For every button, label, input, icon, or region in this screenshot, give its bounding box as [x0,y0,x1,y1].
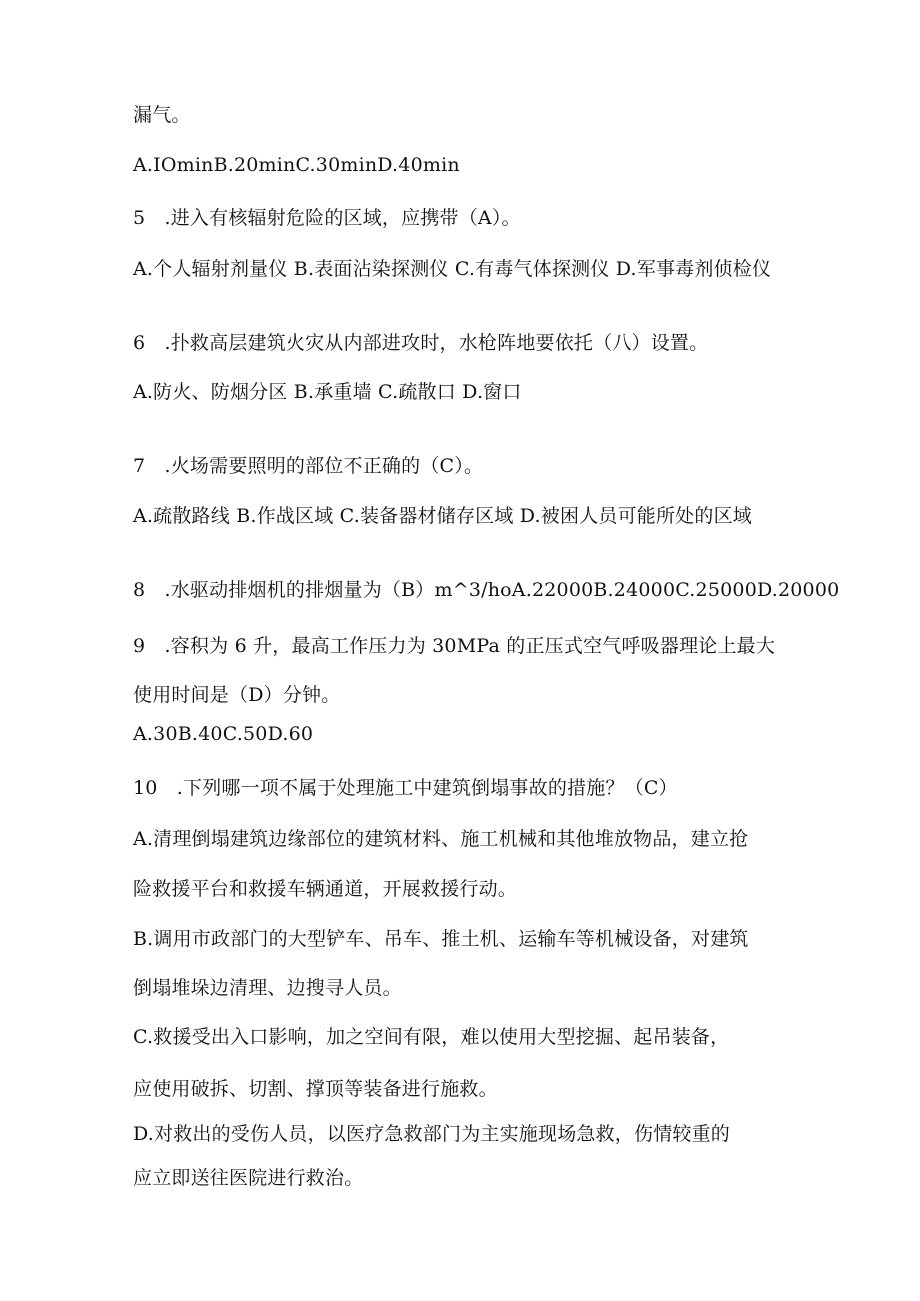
question-6: 6 .扑救高层建筑火灾从内部进攻时，水枪阵地要依托（八）设置。 [133,332,709,354]
option-d: D.对救出的受伤人员，以医疗急救部门为主实施现场急救，伤情较重的 [133,1123,730,1145]
option-b: B.调用市政部门的大型铲车、吊车、推土机、运输车等机械设备，对建筑 [133,928,749,950]
option-b-continued: 倒塌堆垛边清理、边搜寻人员。 [133,977,402,999]
option-c: C.救援受出入口影响，加之空间有限，难以使用大型挖掘、起吊装备， [133,1026,730,1048]
answer-options: A.30B.40C.50D.60 [133,723,314,745]
answer-options: A.防火、防烟分区 B.承重墙 C.疏散口 D.窗口 [133,381,522,403]
question-10: 10 .下列哪一项不属于处理施工中建筑倒塌事故的措施？（C） [133,777,678,799]
answer-options: A.疏散路线 B.作战区域 C.装备器材储存区域 D.被困人员可能所处的区域 [133,505,752,527]
answer-options: A.个人辐射剂量仪 B.表面沾染探测仪 C.有毒气体探测仪 D.军事毒剂侦检仪 [133,258,772,280]
question-5: 5 .进入有核辐射危险的区域，应携带（A）。 [133,207,521,229]
question-8: 8 .水驱动排烟机的排烟量为（B）m^3∕hoA.22000B.24000C.25000D.20000 [133,579,840,601]
option-a-continued: 险救援平台和救援车辆通道，开展救援行动。 [133,878,518,900]
question-7: 7 .火场需要照明的部位不正确的（C）。 [133,455,484,477]
option-d-continued: 应立即送往医院进行救治。 [133,1167,364,1189]
question-9-continued: 使用时间是（D）分钟。 [133,684,341,706]
answer-options: A.IOminB.20minC.30minD.40min [133,154,460,176]
question-9: 9 .容积为 6 升，最高工作压力为 30MPa 的正压式空气呼吸器理论上最大 [133,635,776,657]
option-a: A.清理倒塌建筑边缘部位的建筑材料、施工机械和其他堆放物品，建立抢 [133,828,749,850]
text-line: 漏气。 [133,104,191,126]
option-c-continued: 应使用破拆、切割、撑顶等装备进行施救。 [133,1078,498,1100]
